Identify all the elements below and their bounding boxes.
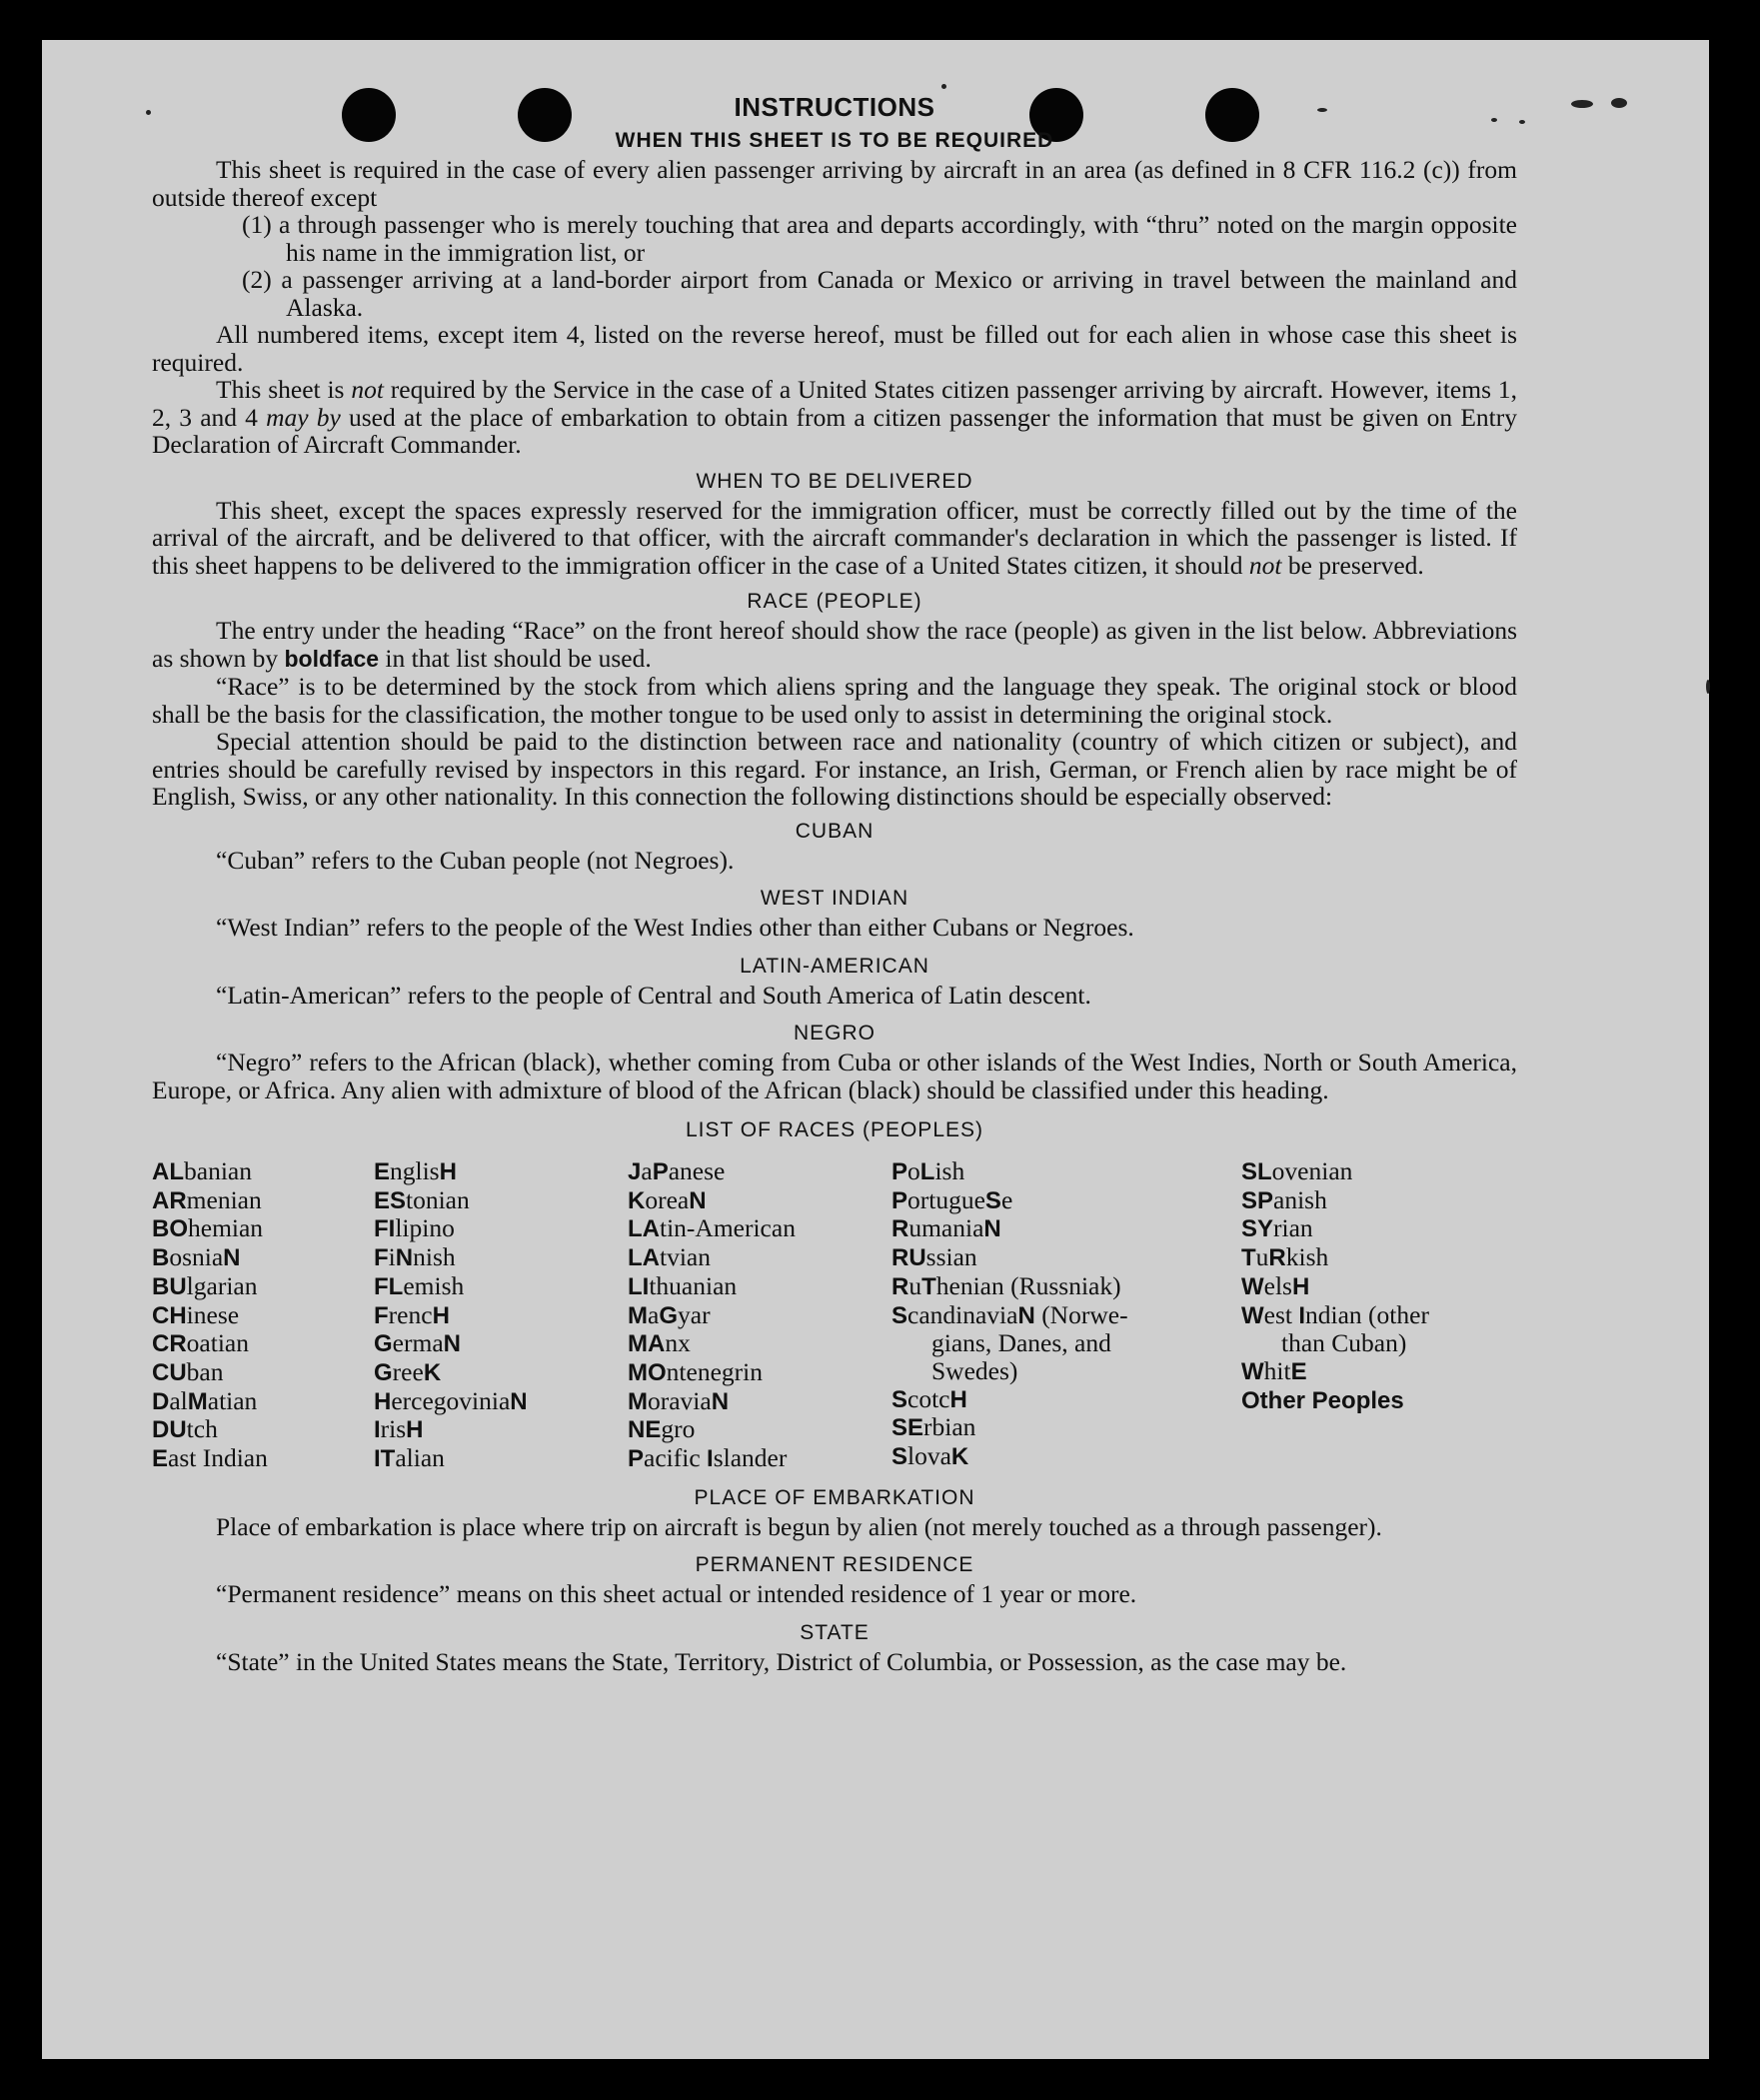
- section-title-cuban: CUBAN: [795, 819, 875, 843]
- race-abbrev: E: [374, 1158, 391, 1185]
- race-text: alian: [395, 1443, 445, 1473]
- race-abbrev: N: [223, 1244, 241, 1272]
- text-run: used at the place of embarkation to obtain from a citizen passenger the information that must be given on Entry Declaration of Aircraft Commander.: [152, 402, 1517, 459]
- paragraph: “Negro” refers to the African (black), whether coming from Cuba or other islands of the West Indies, North or South America, Europe, or Africa. Any alien with admixture of blood of the African (black) should be classified under this heading.: [152, 1048, 1517, 1104]
- race-text: ntenegrin: [666, 1356, 763, 1386]
- race-text: u: [908, 1270, 922, 1300]
- race-abbrev: H: [949, 1385, 967, 1413]
- race-abbrev: K: [423, 1358, 442, 1386]
- races-column: [1241, 1157, 1517, 1473]
- race-abbrev: P: [652, 1158, 669, 1185]
- race-text: els: [1263, 1270, 1292, 1300]
- race-text: orea: [645, 1184, 690, 1214]
- paragraph: “Race” is to be determined by the stock from which aliens spring and the language they speak. The original stock or blood shall be the basis for the classification, the mother tongue to be used only to assist in determining the original stock.: [152, 672, 1517, 729]
- race-entry: [374, 1243, 628, 1272]
- race-text: Swedes): [931, 1355, 1018, 1385]
- race-abbrev: SY: [1241, 1215, 1274, 1243]
- race-entry: [152, 1157, 374, 1186]
- race-entry: [628, 1387, 891, 1416]
- race-text: slander: [713, 1443, 788, 1473]
- race-abbrev: N: [983, 1215, 1001, 1243]
- race-text: tin-American: [660, 1213, 796, 1243]
- race-text: ortugue: [907, 1184, 985, 1214]
- race-text: ovenian: [1271, 1156, 1353, 1185]
- race-abbrev: SL: [1241, 1158, 1272, 1185]
- section-title-negro: NEGRO: [793, 1022, 876, 1045]
- paragraph: [152, 376, 1517, 459]
- race-abbrev: MO: [628, 1358, 667, 1386]
- list-item: (2) a passenger arriving at a land-border airport from Canada or Mexico or arriving in travel between the mainland and Alaska.: [242, 265, 1517, 322]
- race-abbrev: LI: [628, 1272, 650, 1300]
- text-run: This sheet, except the spaces expressly reserved for the immigration officer, must be correctly filled out by the time of the arrival of the aircraft, and be delivered to that officer, with the aircraft commander's declaration in which the passenger is listed. If this sheet happens to be delivered to the immigration officer in the case of a United States citizen, it should: [152, 495, 1517, 580]
- race-text: atian: [207, 1385, 258, 1415]
- race-entry: [891, 1186, 1241, 1215]
- race-abbrev: E: [152, 1445, 169, 1473]
- race-entry: [628, 1186, 891, 1215]
- race-entry: [374, 1444, 628, 1473]
- section-title-list-of-races: LIST OF RACES (PEOPLES): [685, 1118, 984, 1141]
- race-entry: [891, 1214, 1241, 1243]
- races-column: [152, 1157, 374, 1473]
- paragraph: “State” in the United States means the State, Territory, District of Columbia, or Possession, as the case may be.: [216, 1646, 1347, 1676]
- race-entry: [891, 1272, 1241, 1301]
- paragraph: This sheet is required in the case of every alien passenger arriving by aircraft in an area (as defined in 8 CFR 116.2 (c)) from outside thereof except: [152, 155, 1517, 212]
- race-text: (Norwe-: [1034, 1299, 1128, 1329]
- speck: [1571, 100, 1593, 108]
- race-entry: [374, 1157, 628, 1186]
- section-title-delivered: WHEN TO BE DELIVERED: [696, 469, 973, 493]
- race-abbrev: RU: [891, 1244, 926, 1272]
- race-abbrev: M: [628, 1301, 648, 1329]
- race-entry: [628, 1301, 891, 1330]
- race-abbrev: MA: [628, 1330, 666, 1358]
- race-text: al: [169, 1385, 188, 1415]
- race-entry: [1241, 1186, 1517, 1215]
- race-text: umania: [908, 1213, 984, 1243]
- race-entry: [374, 1272, 628, 1301]
- race-text: oravia: [648, 1385, 712, 1415]
- race-text: anese: [668, 1156, 726, 1185]
- race-abbrev: N: [1017, 1301, 1035, 1329]
- race-abbrev: M: [628, 1387, 648, 1415]
- race-entry: [1241, 1214, 1517, 1243]
- section-title-west-indian: WEST INDIAN: [760, 887, 909, 910]
- races-column: [891, 1157, 1241, 1473]
- race-text: o: [907, 1156, 920, 1185]
- race-abbrev: R: [1268, 1244, 1286, 1272]
- race-abbrev: S: [891, 1385, 908, 1413]
- race-text: nglis: [390, 1156, 440, 1185]
- race-abbrev: F: [374, 1301, 389, 1329]
- race-text: i: [388, 1242, 396, 1272]
- race-text: gians, Danes, and: [931, 1328, 1111, 1358]
- paragraph: [152, 617, 1517, 673]
- race-text: inese: [186, 1299, 240, 1329]
- race-text: e: [1000, 1184, 1013, 1214]
- race-entry: [1241, 1243, 1517, 1272]
- race-abbrev: H: [439, 1158, 457, 1185]
- race-text: menian: [186, 1184, 262, 1214]
- race-text: u: [1255, 1242, 1269, 1272]
- race-abbrev: I: [374, 1416, 381, 1444]
- race-text: lova: [907, 1441, 951, 1471]
- race-abbrev: D: [152, 1387, 170, 1415]
- race-entry: [374, 1358, 628, 1387]
- race-abbrev: T: [921, 1272, 936, 1300]
- race-abbrev: E: [1290, 1357, 1307, 1385]
- race-entry: [152, 1387, 374, 1416]
- race-abbrev: R: [891, 1215, 909, 1243]
- race-abbrev: AL: [152, 1158, 184, 1185]
- race-entry: [891, 1385, 1241, 1414]
- race-entry: [628, 1214, 891, 1243]
- text-run: This sheet is: [216, 375, 352, 404]
- race-text: ree: [392, 1356, 424, 1386]
- race-entry: [628, 1358, 891, 1387]
- race-entry: [152, 1444, 374, 1473]
- races-list: [152, 1157, 1517, 1473]
- race-abbrev: G: [659, 1301, 678, 1329]
- speck: [1706, 680, 1710, 694]
- race-entry: [374, 1214, 628, 1243]
- text-run: required by the Service in the case of a United States citizen passenger arriving by aircraft. However, items 1, 2, 3 and 4: [152, 375, 1517, 432]
- race-text: thuanian: [649, 1270, 738, 1300]
- race-text: oatian: [186, 1328, 249, 1358]
- section-title-permanent-residence: PERMANENT RESIDENCE: [695, 1553, 974, 1577]
- race-text: ast Indian: [168, 1443, 268, 1473]
- race-text: anish: [1273, 1184, 1327, 1214]
- race-abbrev: T: [1241, 1244, 1256, 1272]
- paragraph: Special attention should be paid to the distinction between race and nationality (country of which citizen or subject), and entries should be carefully revised by inspectors in this regard. For instance, an Irish, German, or French alien by race might be of English, Swiss, or any other nationality. In this connection the following distinctions should be especially observed:: [152, 727, 1517, 811]
- race-entry: [628, 1444, 891, 1473]
- race-abbrev: N: [510, 1387, 528, 1415]
- race-text: candinavia: [907, 1299, 1018, 1329]
- section-title-latin-american: LATIN-AMERICAN: [740, 954, 929, 978]
- race-text: ercegovinia: [391, 1385, 511, 1415]
- race-abbrev: SE: [891, 1414, 924, 1442]
- race-abbrev: NE: [628, 1416, 662, 1444]
- text-run-italic: not: [1248, 550, 1282, 580]
- race-text: henian (Russniak): [935, 1270, 1121, 1300]
- race-abbrev: G: [374, 1330, 393, 1358]
- race-text: nish: [413, 1242, 456, 1272]
- race-entry: [628, 1272, 891, 1301]
- paragraph: [152, 497, 1517, 580]
- section-title-required: WHEN THIS SHEET IS TO BE REQUIRED: [615, 129, 1054, 152]
- race-text: a: [648, 1299, 660, 1329]
- race-entry: [374, 1329, 628, 1358]
- race-text: ssian: [925, 1242, 977, 1272]
- instructions-body: [152, 92, 1517, 1675]
- race-entry: [891, 1413, 1241, 1442]
- race-text: banian: [184, 1156, 252, 1185]
- paragraph: Place of embarkation is place where trip on aircraft is begun by alien (not merely touched as a through passenger).: [216, 1511, 1382, 1541]
- race-abbrev: M: [187, 1387, 208, 1415]
- race-abbrev: B: [152, 1244, 170, 1272]
- race-entry: [152, 1301, 374, 1330]
- race-abbrev: S: [984, 1186, 1001, 1214]
- race-text: lipino: [395, 1213, 455, 1243]
- race-text: nx: [665, 1328, 691, 1358]
- paragraph: “Latin-American” refers to the people of Central and South America of Latin descent.: [216, 980, 1091, 1010]
- race-entry: [891, 1243, 1241, 1272]
- race-abbrev: FI: [374, 1215, 396, 1243]
- race-abbrev: CR: [152, 1330, 187, 1358]
- paragraph: “Cuban” refers to the Cuban people (not Negroes).: [216, 845, 735, 875]
- race-abbrev: W: [1241, 1301, 1264, 1329]
- race-text: tch: [186, 1414, 218, 1444]
- race-entry: [152, 1329, 374, 1358]
- race-entry: [374, 1301, 628, 1330]
- race-abbrev: CH: [152, 1301, 187, 1329]
- race-entry: [1241, 1386, 1517, 1415]
- race-abbrev: G: [374, 1358, 393, 1386]
- race-abbrev: L: [919, 1158, 935, 1185]
- race-entry: [374, 1186, 628, 1215]
- race-abbrev: N: [443, 1330, 461, 1358]
- race-text: rbian: [923, 1412, 976, 1442]
- race-abbrev: I: [1298, 1301, 1306, 1329]
- race-entry: [152, 1272, 374, 1301]
- section-title-state: STATE: [800, 1620, 870, 1644]
- page-title: INSTRUCTIONS: [734, 92, 935, 122]
- race-text: est: [1263, 1299, 1299, 1329]
- race-abbrev: AR: [152, 1186, 187, 1214]
- race-entry: [1241, 1272, 1517, 1301]
- race-abbrev: P: [891, 1186, 908, 1214]
- race-abbrev: K: [950, 1443, 969, 1471]
- race-entry: [374, 1415, 628, 1444]
- list-item: (1) a through passenger who is merely touching that area and departs accordingly, with “thru” noted on the margin opposite his name in the immigration list, or: [242, 210, 1517, 267]
- speck: [941, 84, 946, 89]
- race-text: cotc: [907, 1383, 950, 1413]
- race-abbrev: J: [628, 1158, 642, 1185]
- race-abbrev: N: [395, 1244, 414, 1272]
- race-entry: [628, 1415, 891, 1444]
- race-abbrev: N: [711, 1387, 730, 1415]
- race-text: than Cuban): [1281, 1328, 1407, 1358]
- races-column: [374, 1157, 628, 1473]
- speck: [1611, 98, 1627, 108]
- race-entry: [374, 1387, 628, 1416]
- section-title-embarkation: PLACE OF EMBARKATION: [694, 1485, 975, 1509]
- race-abbrev: ES: [374, 1186, 407, 1214]
- race-text: erma: [392, 1328, 444, 1358]
- speck: [146, 110, 151, 115]
- race-text: osnia: [169, 1242, 224, 1272]
- race-entry: [1241, 1357, 1517, 1386]
- races-column: [628, 1157, 891, 1473]
- section-title-race: RACE (PEOPLE): [747, 590, 922, 613]
- race-abbrev: H: [432, 1301, 450, 1329]
- race-entry: [891, 1329, 1241, 1357]
- race-abbrev: P: [891, 1158, 908, 1185]
- race-abbrev: P: [628, 1445, 645, 1473]
- race-entry: [152, 1415, 374, 1444]
- race-text: a: [641, 1156, 653, 1185]
- race-entry: [891, 1301, 1241, 1330]
- race-text: lgarian: [186, 1270, 258, 1300]
- speck: [1519, 120, 1525, 124]
- race-entry: [628, 1243, 891, 1272]
- race-entry: [628, 1329, 891, 1358]
- race-entry: [891, 1442, 1241, 1471]
- race-abbrev: CU: [152, 1358, 187, 1386]
- race-entry: [891, 1357, 1241, 1385]
- race-abbrev: BU: [152, 1272, 187, 1300]
- race-text: tonian: [406, 1184, 470, 1214]
- race-abbrev: W: [1241, 1357, 1264, 1385]
- race-abbrev: H: [374, 1387, 392, 1415]
- race-abbrev: H: [1291, 1272, 1310, 1300]
- race-text: rian: [1273, 1213, 1313, 1243]
- race-text: emish: [403, 1270, 465, 1300]
- race-text: acific: [644, 1443, 708, 1473]
- race-abbrev: W: [1241, 1272, 1264, 1300]
- race-text: tvian: [660, 1242, 711, 1272]
- race-abbrev: K: [628, 1186, 646, 1214]
- race-abbrev: S: [891, 1301, 908, 1329]
- race-abbrev: SP: [1241, 1186, 1274, 1214]
- text-run: in that list should be used.: [379, 643, 652, 673]
- paragraph: “Permanent residence” means on this sheet actual or intended residence of 1 year or more.: [216, 1579, 1137, 1609]
- race-text: ish: [934, 1156, 965, 1185]
- text-run-italic: may by: [266, 402, 341, 432]
- race-abbrev: F: [374, 1244, 389, 1272]
- race-text: gro: [661, 1414, 696, 1444]
- paragraph: “West Indian” refers to the people of the West Indies other than either Cubans or Negroes.: [216, 913, 1134, 942]
- race-text: renc: [388, 1299, 433, 1329]
- race-abbrev: H: [406, 1416, 424, 1444]
- race-entry: [152, 1243, 374, 1272]
- race-entry: [628, 1157, 891, 1186]
- race-text: ndian (other: [1305, 1299, 1429, 1329]
- text-run-bold: boldface: [284, 645, 380, 672]
- race-abbrev: DU: [152, 1416, 187, 1444]
- race-entry: [152, 1214, 374, 1243]
- race-entry: [1241, 1157, 1517, 1186]
- race-text: hemian: [188, 1213, 264, 1243]
- race-entry: [152, 1186, 374, 1215]
- race-abbrev: I: [707, 1445, 714, 1473]
- race-abbrev: LA: [628, 1215, 660, 1243]
- race-abbrev: FL: [374, 1272, 404, 1300]
- race-text: hit: [1263, 1355, 1291, 1385]
- race-abbrev: LA: [628, 1244, 660, 1272]
- text-run-italic: not: [351, 375, 384, 404]
- race-entry: [891, 1157, 1241, 1186]
- race-abbrev: N: [689, 1186, 707, 1214]
- race-abbrev: BO: [152, 1215, 188, 1243]
- paragraph: All numbered items, except item 4, listed on the reverse hereof, must be filled out for each alien in whose case this sheet is required.: [152, 320, 1517, 377]
- race-text: yar: [678, 1299, 711, 1329]
- race-abbrev: R: [891, 1272, 909, 1300]
- text-run: The entry under the heading “Race” on the front hereof should show the race (people) as given in the list below. Abbreviations as shown by: [152, 616, 1517, 673]
- race-entry: [1241, 1329, 1517, 1357]
- race-text: ban: [186, 1356, 224, 1386]
- race-abbrev: Other Peoples: [1241, 1386, 1404, 1414]
- race-text: kish: [1285, 1242, 1329, 1272]
- race-abbrev: IT: [374, 1445, 396, 1473]
- text-run: be preserved.: [1281, 550, 1424, 580]
- race-entry: [152, 1358, 374, 1387]
- race-abbrev: S: [891, 1443, 908, 1471]
- race-text: ris: [380, 1414, 407, 1444]
- race-entry: [1241, 1301, 1517, 1330]
